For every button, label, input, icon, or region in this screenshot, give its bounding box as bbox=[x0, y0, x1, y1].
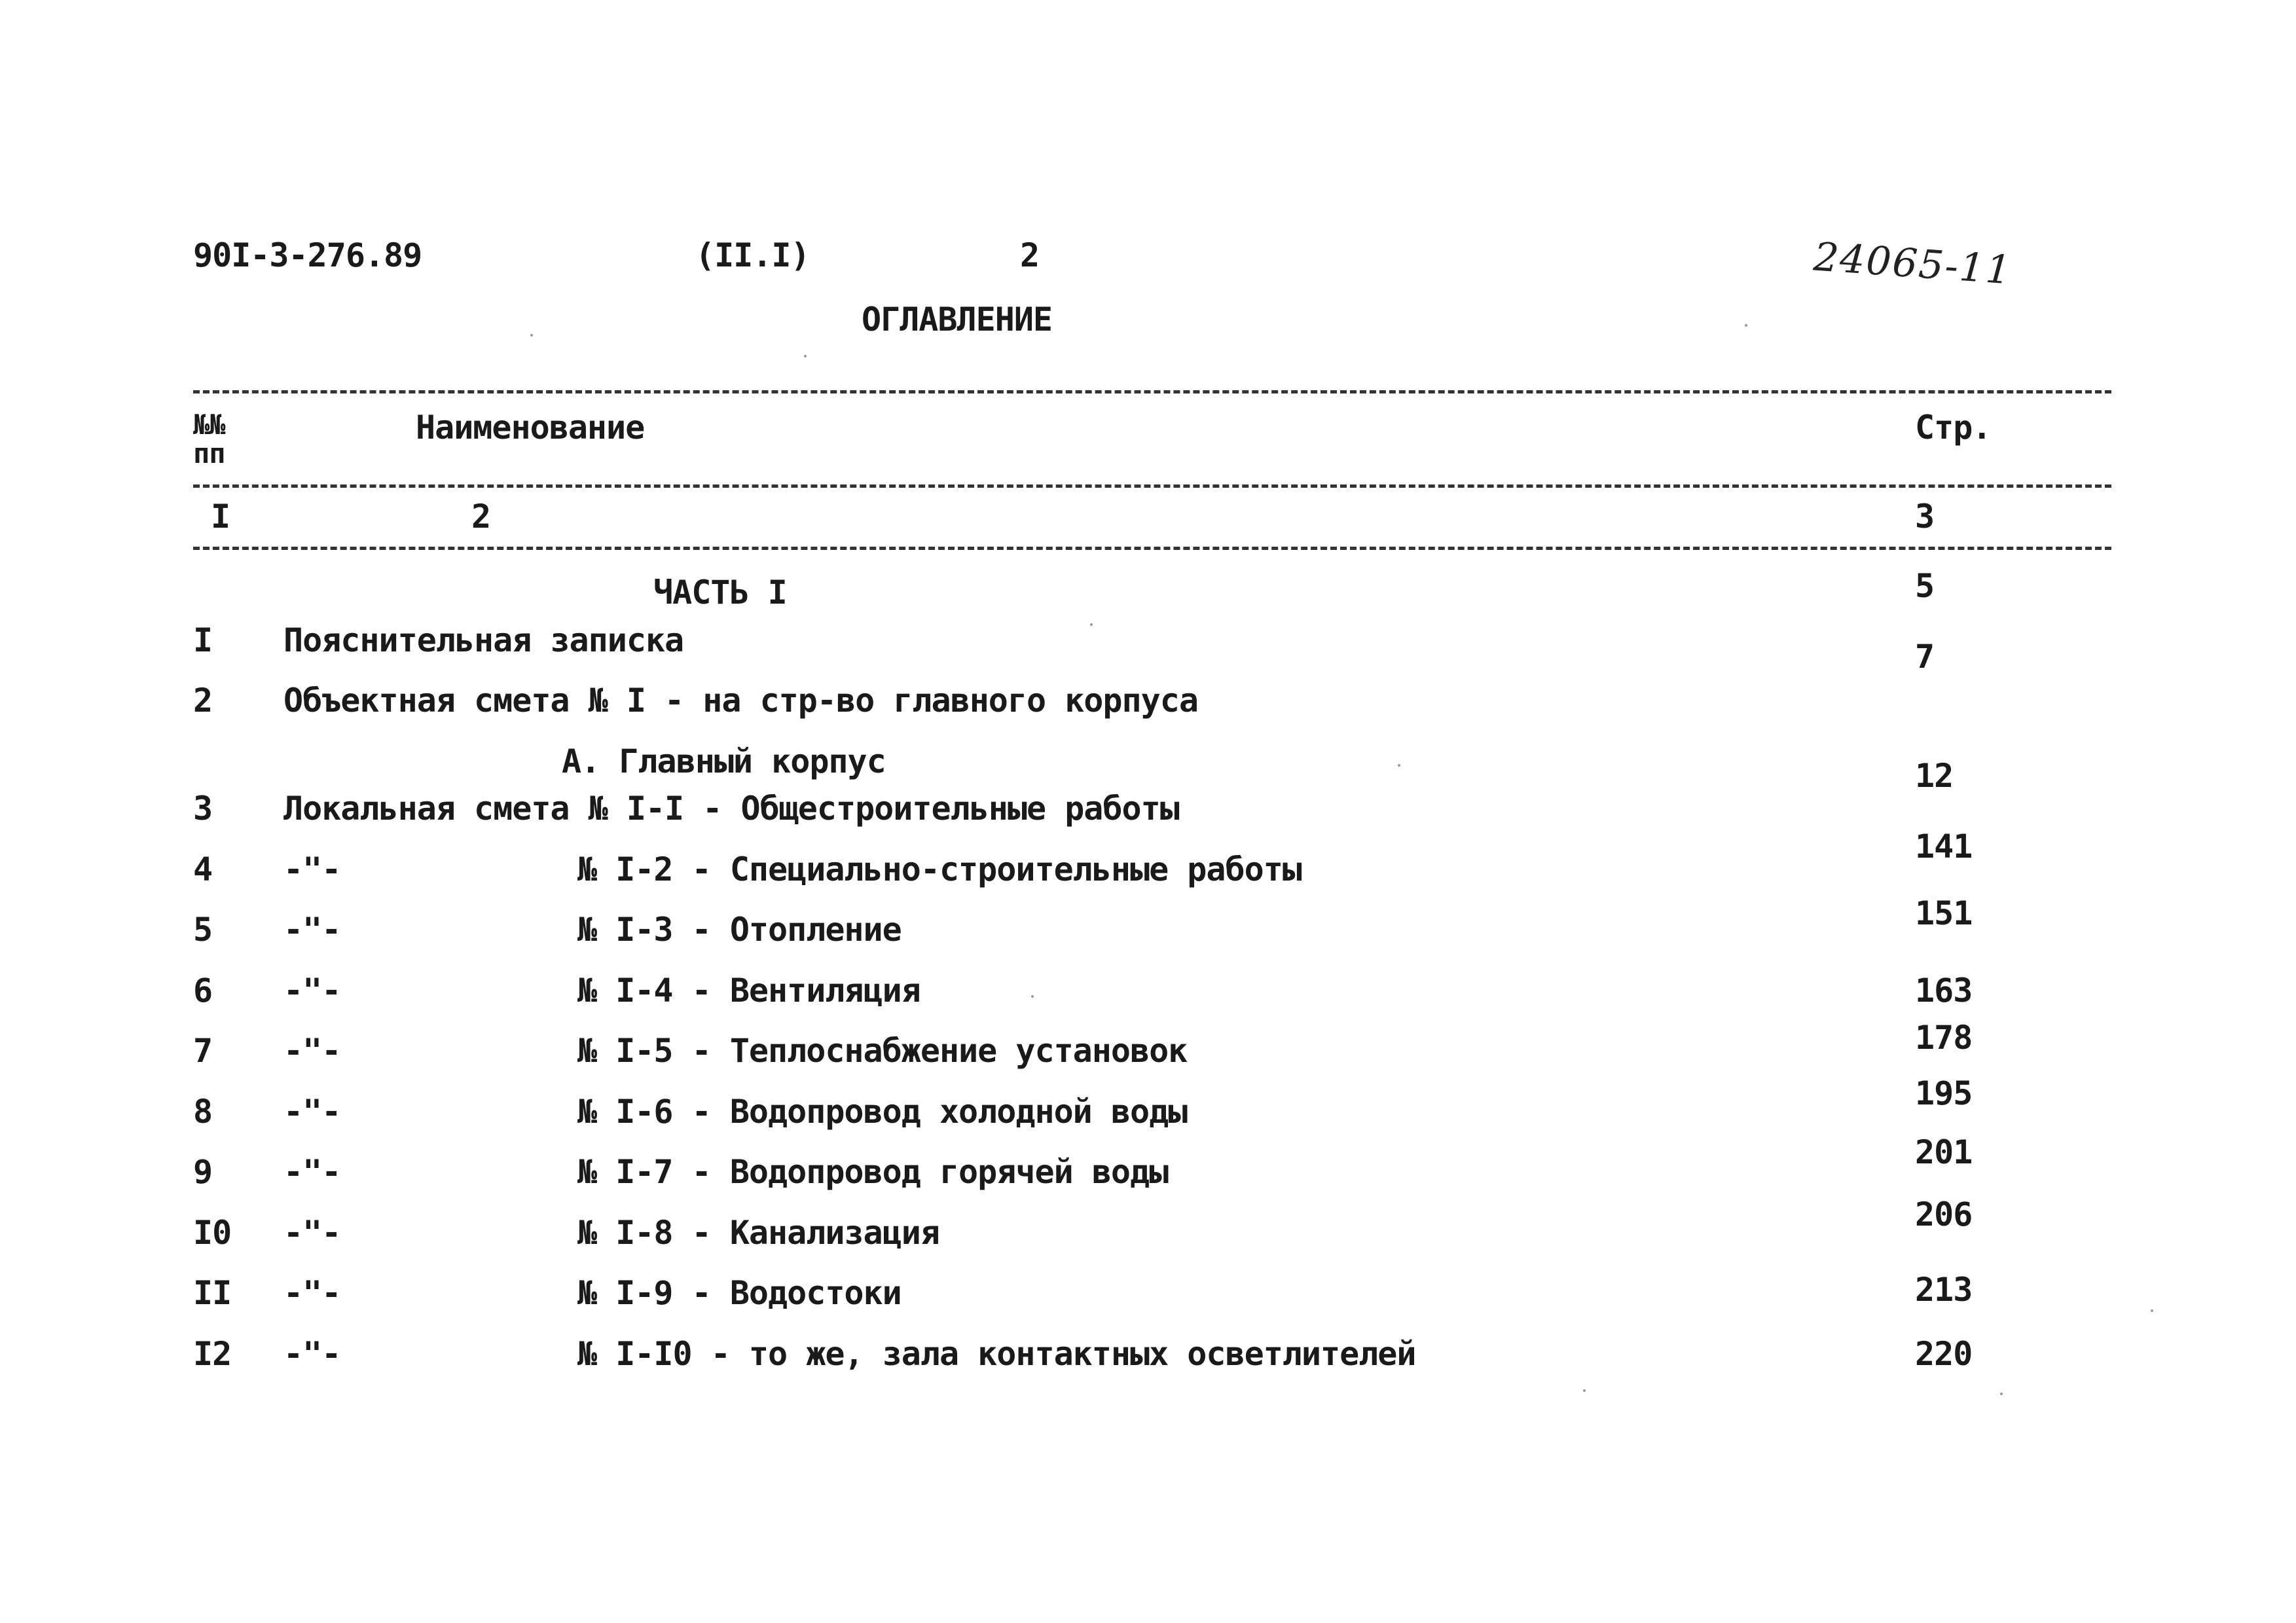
page-number: 2 bbox=[1020, 236, 1040, 274]
ditto-mark: -"- bbox=[283, 1153, 341, 1191]
ditto-mark: -"- bbox=[283, 972, 341, 1010]
scan-speck bbox=[1090, 623, 1093, 626]
ditto-mark: -"- bbox=[283, 1335, 341, 1373]
column-number-1: I bbox=[211, 498, 230, 536]
document-code: 90I-3-276.89 bbox=[193, 236, 422, 274]
row-num: 8 bbox=[193, 1093, 213, 1131]
ditto-mark: -"- bbox=[283, 1032, 341, 1070]
page-title: ОГЛАВЛЕНИЕ bbox=[862, 301, 1053, 338]
scan-speck bbox=[1745, 324, 1747, 327]
handwritten-archive-number: 24065-11 bbox=[1812, 234, 2014, 294]
ditto-mark: -"- bbox=[283, 911, 341, 949]
ditto-mark: -"- bbox=[283, 1274, 341, 1312]
row-page: 201 bbox=[1915, 1133, 1973, 1171]
table-column-numbers-rule bbox=[193, 547, 2111, 550]
row-num: 2 bbox=[193, 682, 213, 720]
table-top-rule bbox=[193, 390, 2111, 393]
row-page: 141 bbox=[1915, 828, 1973, 866]
row-num: I0 bbox=[193, 1214, 232, 1252]
name-column-label: Наименование bbox=[416, 409, 645, 447]
row-text: Пояснительная записка bbox=[283, 621, 684, 659]
scan-speck bbox=[1031, 995, 1034, 998]
num-column-label-sub: пп bbox=[193, 437, 225, 469]
row-page: 151 bbox=[1915, 894, 1973, 932]
row-text: № I-7 - Водопровод горячей воды bbox=[577, 1153, 1169, 1191]
num-column-label: №№ bbox=[193, 409, 225, 441]
section-code: (II.I) bbox=[695, 236, 810, 274]
row-page: 178 bbox=[1915, 1019, 1973, 1057]
scan-speck bbox=[530, 334, 533, 337]
row-text: № I-8 - Канализация bbox=[577, 1214, 939, 1252]
page-column-label: Стр. bbox=[1915, 409, 1992, 447]
row-num: 7 bbox=[193, 1032, 213, 1070]
subsection-title: А. Главный корпус bbox=[562, 742, 886, 780]
row-text: № I-9 - Водостоки bbox=[577, 1274, 902, 1312]
row-num: 6 bbox=[193, 972, 213, 1010]
row-text: Объектная смета № I - на стр-во главного корпуса bbox=[283, 682, 1198, 720]
scan-speck bbox=[1583, 1389, 1586, 1392]
scan-speck bbox=[2151, 1309, 2153, 1312]
row-text: № I-6 - Водопровод холодной воды bbox=[577, 1093, 1188, 1131]
row-num: I2 bbox=[193, 1335, 232, 1373]
row-text: № I-I0 - то же, зала контактных осветлителей bbox=[577, 1335, 1416, 1373]
row-text: № I-4 - Вентиляция bbox=[577, 972, 920, 1010]
column-number-2: 2 bbox=[471, 498, 491, 536]
row-text: Локальная смета № I-I - Общестроительные работы bbox=[283, 790, 1179, 828]
row-num: I bbox=[193, 621, 213, 659]
row-page: 12 bbox=[1915, 757, 1954, 795]
row-page: 7 bbox=[1915, 638, 1935, 676]
row-page: 213 bbox=[1915, 1271, 1973, 1309]
row-page: 220 bbox=[1915, 1335, 1973, 1373]
column-number-3: 3 bbox=[1915, 498, 1935, 536]
part-page: 5 bbox=[1915, 567, 1935, 605]
row-text: № I-3 - Отопление bbox=[577, 911, 902, 949]
scan-speck bbox=[1398, 764, 1400, 767]
ditto-mark: -"- bbox=[283, 1214, 341, 1252]
row-num: 9 bbox=[193, 1153, 213, 1191]
scan-speck bbox=[2000, 1393, 2003, 1395]
row-num: 4 bbox=[193, 850, 213, 888]
row-num: 5 bbox=[193, 911, 213, 949]
ditto-mark: -"- bbox=[283, 1093, 341, 1131]
scan-speck bbox=[804, 355, 807, 357]
table-header-rule bbox=[193, 484, 2111, 488]
row-text: № I-5 - Теплоснабжение установок bbox=[577, 1032, 1188, 1070]
part-title: ЧАСТЬ I bbox=[653, 574, 787, 611]
row-text: № I-2 - Специально-строительные работы bbox=[577, 850, 1302, 888]
ditto-mark: -"- bbox=[283, 850, 341, 888]
row-page: 206 bbox=[1915, 1195, 1973, 1233]
row-page: 163 bbox=[1915, 972, 1973, 1010]
row-num: II bbox=[193, 1274, 232, 1312]
row-num: 3 bbox=[193, 790, 213, 828]
row-page: 195 bbox=[1915, 1074, 1973, 1112]
